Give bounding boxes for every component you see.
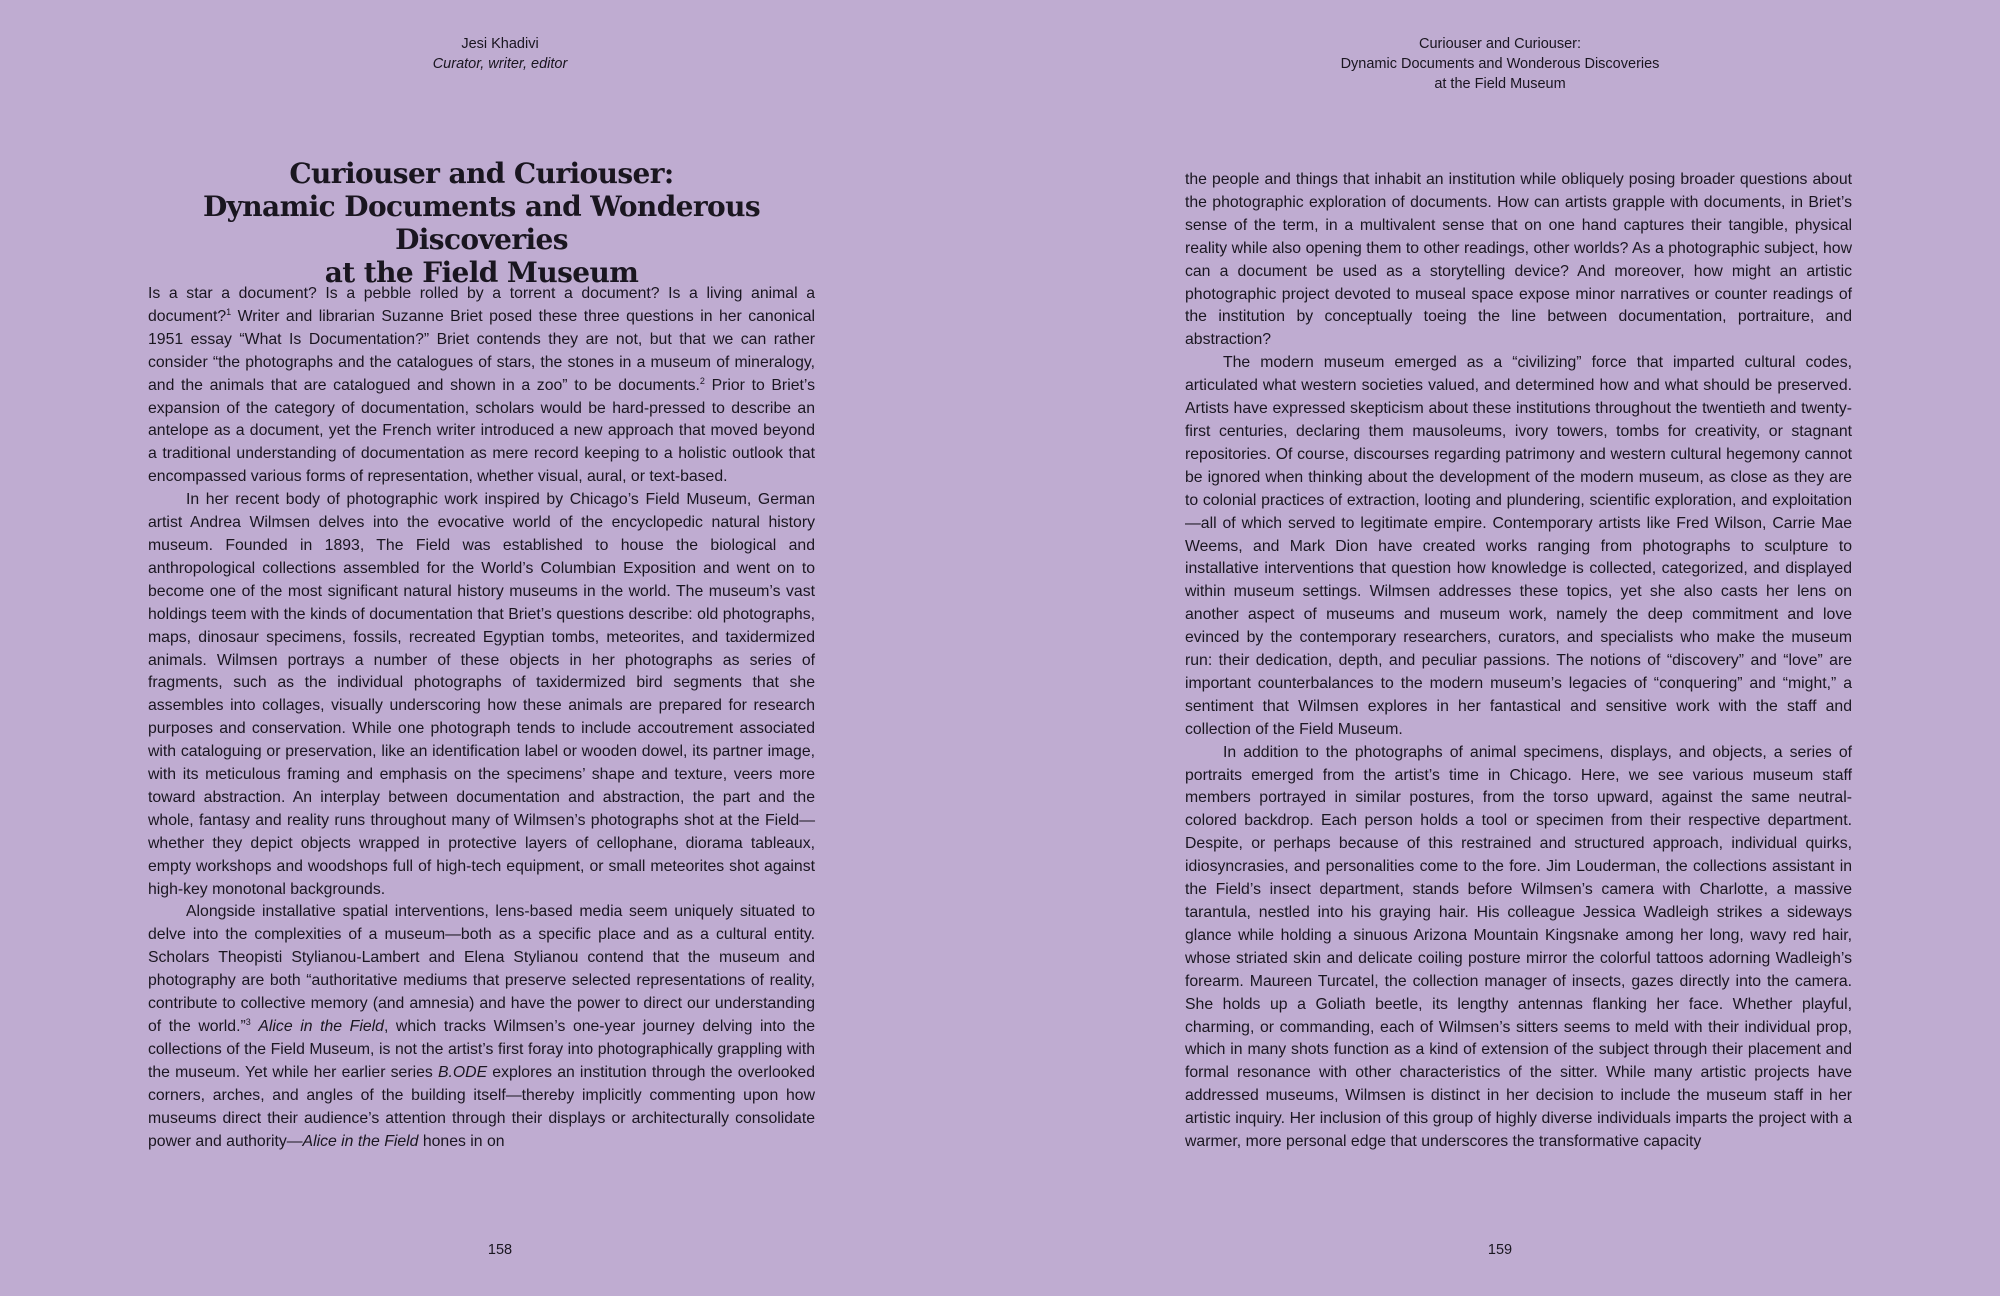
work-title-bode: B.ODE bbox=[437, 1063, 488, 1081]
left-running-head bbox=[0, 34, 1000, 74]
running-title-line-2: Dynamic Documents and Wonderous Discoveries bbox=[1340, 56, 1660, 72]
text-run: Is a star a document? Is a pebble rolled by a torrent a document? Is a living animal a document? bbox=[148, 285, 815, 325]
author-name: Jesi Khadivi bbox=[461, 36, 539, 52]
page-number-left: 158 bbox=[487, 1242, 513, 1258]
footnote-ref-2: 2 bbox=[699, 375, 705, 386]
text-run: , which tracks Wilmsen’s one-year journey delving into the collections of the Field Museum, is not the artist’s first foray into photographically grappling with the museum. Yet while her earlier series bbox=[148, 1018, 816, 1081]
text-run: Writer and librarian Suzanne Briet posed these three questions in her canonical 1951 essay “What Is Documentation?” Briet contends they are not, but that we can rather consider “the photographs and the catalogues of stars, the stones in a museum of mineralogy, and the animals that are catalogued and shown in a zoo” to be documents. bbox=[148, 307, 815, 394]
text-run: explores an institution through the overlooked corners, arches, and angles of the building itself—thereby implicitly commenting upon how museums direct their audience’s attention through their displays or architecturally consolidate power and authority— bbox=[148, 1063, 816, 1150]
title-line-1: Curiouser and Curiouser: bbox=[289, 157, 674, 190]
running-title-line-1: Curiouser and Curiouser: bbox=[1419, 36, 1581, 52]
right-running-head bbox=[1000, 34, 2000, 94]
page-number-right: 159 bbox=[1487, 1242, 1513, 1258]
footnote-ref-3: 3 bbox=[245, 1017, 251, 1027]
author-role: Curator, writer, editor bbox=[432, 56, 568, 72]
right-body-text bbox=[1185, 169, 1852, 1154]
text-run: Prior to Briet’s expansion of the category of documentation, scholars would be hard-pressed to describe an antelope as a document, yet the French writer introduced a new approach that moved beyond a traditional understanding of documentation as mere record keeping to a holistic outlook that encompassed various forms of representation, whether visual, aural, or text-based. bbox=[148, 376, 815, 486]
running-title-line-3: at the Field Museum bbox=[1434, 76, 1566, 92]
right-page bbox=[1000, 0, 2000, 1296]
title-line-3: at the Field Museum bbox=[324, 256, 639, 289]
article-title bbox=[148, 157, 815, 289]
text-run: Alongside installative spatial interventions, lens-based media seem uniquely situated to delve into the complexities of a museum—both as a specific place and as a cultural entity. Scholars Theopisti Stylianou-Lambert and Elena Stylianou contend that the museum and photography are both “authoritative mediums that preserve selected representations of reality, contribute to collective memory (and amnesia) and have the power to direct our understanding of the world.” bbox=[148, 903, 815, 1035]
title-line-2: Dynamic Documents and Wonderous Discoveries bbox=[202, 190, 761, 256]
left-paragraph-2: In her recent body of photographic work inspired by Chicago’s Field Museum, German artist Andrea Wilmsen delves into the evocative world of the encyclopedic natural history museum. Founded in 1893, The Field was established to house the biological and anthropological collections assembled for the World’s Columbian Exposition and went on to become one of the most significant natural history museums in the world. The museum’s vast holdings teem with the kinds of documentation that Briet’s questions describe: old photographs, maps, dinosaur specimens, fossils, recreated Egyptian tombs, meteorites, and taxidermized animals. Wilmsen portrays a number of these objects in her photographs as series of fragments, such as the individual photographs of taxidermized bird segments that she assembles into collages, visually underscoring how these animals are prepared for research purposes and conservation. While one photograph tends to include accoutrement associated with cataloguing or preservation, like an identification label or wooden dowel, its partner image, with its meticulous framing and emphasis on the specimens’ shape and texture, veers more toward abstraction. An interplay between documentation and abstraction, the part and the whole, fantasy and reality runs throughout many of Wilmsen’s photographs shot at the Field—whether they depict objects wrapped in protective layers of cellophane, diorama tableaux, empty workshops and woodshops full of high-tech equipment, or small meteorites shot against high-key monotonal backgrounds. bbox=[148, 491, 815, 898]
right-paragraph-3: In addition to the photographs of animal specimens, displays, and objects, a series of portraits emerged from the artist’s time in Chicago. Here, we see various museum staff members portrayed in similar postures, from the torso upward, against the same neutral-colored backdrop. Each person holds a tool or specimen from their respective department. Despite, or perhaps because of this restrained and structured approach, individual quirks, idiosyncrasies, and personalities come to the fore. Jim Louderman, the collections assistant in the Field’s insect department, stands before Wilmsen’s camera with Charlotte, a massive tarantula, nestled into his graying hair. His colleague Jessica Wadleigh strikes a sideways glance while holding a sinuous Arizona Mountain Kingsnake among her long, wavy red hair, whose striated skin and delicate coiling posture mirror the colorful tattoos adorning Wadleigh’s forearm. Maureen Turcatel, the collection manager of insects, gazes directly into the camera. She holds up a Goliath beetle, its lengthy antennas flanking her face. Whether playful, charming, or commanding, each of Wilmsen’s sitters seems to meld with their individual prop, which in many shots function as a kind of extension of the subject through their placement and formal resonance with other characteristics of the sitter. While many artistic projects have addressed museums, Wilmsen is distinct in her decision to include the museum staff in her artistic inquiry. Her inclusion of this group of highly diverse individuals imparts the project with a warmer, more personal edge that underscores the transformative capacity bbox=[1185, 743, 1852, 1151]
work-title-alice: Alice in the Field bbox=[302, 1132, 419, 1150]
work-title-alice: Alice in the Field bbox=[258, 1018, 384, 1035]
left-paragraph-3 bbox=[148, 901, 815, 1153]
footnote-ref-1: 1 bbox=[226, 306, 232, 317]
right-paragraph-2: The modern museum emerged as a “civilizing” force that imparted cultural codes, articulated what western societies valued, and determined how and what should be preserved. Artists have expressed skepticism about these institutions throughout the twentieth and twenty-first centuries, declaring them mausoleums, ivory towers, tombs for creativity, or stagnant repositories. Of course, discourses regarding patrimony and western cultural hegemony cannot be ignored when thinking about the development of the modern museum, as close as they are to colonial practices of extraction, looting and plundering, scientific exploration, and exploitation—all of which served to legitimate empire. Contemporary artists like Fred Wilson, Carrie Mae Weems, and Mark Dion have created works ranging from photographs to sculpture to installative interventions that question how knowledge is collected, categorized, and displayed within museum settings. Wilmsen addresses these topics, yet she also casts her lens on another aspect of museums and museum work, namely the deep commitment and love evinced by the contemporary researchers, curators, and specialists who make the museum run: their dedication, depth, and peculiar passions. The notions of “discovery” and “love” are important counterbalances to the modern museum’s legacies of “conquering” and “might,” a sentiment that Wilmsen explores in her fantastical and sensitive work with the staff and collection of the Field Museum. bbox=[1185, 354, 1852, 738]
left-paragraph-1 bbox=[148, 283, 815, 489]
left-body-text bbox=[148, 283, 815, 1153]
text-run: hones in on bbox=[418, 1132, 505, 1150]
right-paragraph-1: the people and things that inhabit an institution while obliquely posing broader questions about the photographic exploration of documents. How can artists grapple with documents, in Briet’s sense of the term, in a multivalent sense that on one hand captures their tangible, physical reality while also opening them to other readings, other worlds? As a photographic subject, how can a document be used as a storytelling device? And moreover, how might an artistic photographic project devoted to museal space expose minor narratives or counter readings of the institution by conceptually toeing the line between documentation, portraiture, and abstraction? bbox=[1185, 171, 1852, 349]
